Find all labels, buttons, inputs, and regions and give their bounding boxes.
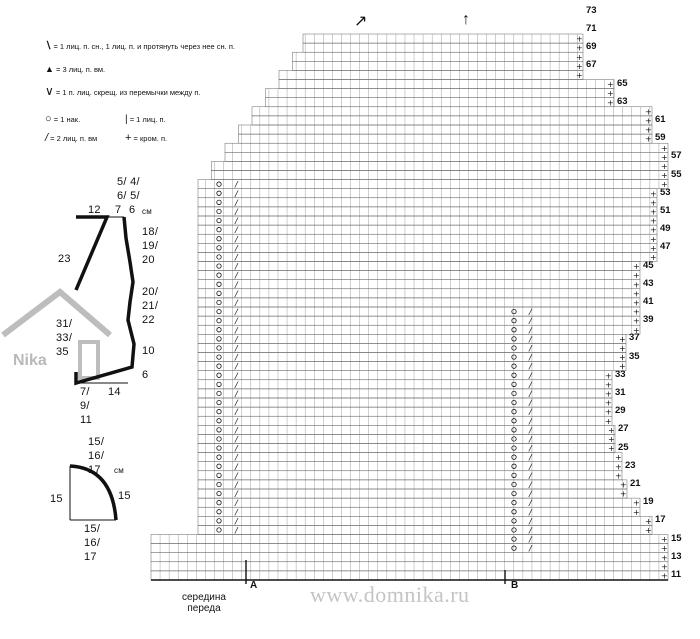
edge-stitch-mark: + [607, 89, 614, 99]
k2tog-mark: / [235, 389, 238, 399]
edge-stitch-mark: + [633, 271, 640, 281]
edge-stitch-mark: + [661, 152, 668, 162]
sleeve-left: 15 [50, 493, 63, 505]
edge-stitch-mark: + [633, 325, 640, 335]
k2tog-mark: / [529, 316, 532, 326]
k2tog-mark: / [235, 243, 238, 253]
k2tog-mark: / [235, 498, 238, 508]
row-number-label: 67 [586, 59, 597, 71]
k2tog-mark: / [235, 507, 238, 517]
edge-stitch-mark: + [576, 61, 583, 71]
legend-k1-slip-k2tog: ∖ = 1 лиц. п. сн., 1 лиц. п. и протянуть через нее сн. п. [45, 41, 235, 52]
row-number-label: 65 [617, 77, 628, 89]
dim-top-mid: 6/ 5/ [117, 190, 140, 202]
k2tog-mark: / [529, 489, 532, 499]
edge-stitch-mark: + [615, 462, 622, 472]
k2tog-mark: / [529, 416, 532, 426]
legend-edge: + = кром. п. [125, 132, 168, 144]
k2tog-mark: / [529, 516, 532, 526]
row-number-label: 55 [671, 168, 682, 180]
k2tog-mark: / [235, 444, 238, 454]
edge-stitch-mark: + [576, 43, 583, 53]
edge-stitch-mark: + [605, 380, 612, 390]
k2tog-mark: / [235, 353, 238, 363]
dim-unit: см [142, 207, 153, 216]
edge-stitch-mark: + [633, 498, 640, 508]
row-number-label: 17 [655, 514, 666, 526]
dim-right-2c: 22 [142, 314, 155, 326]
k2tog-mark: / [529, 498, 532, 508]
edge-stitch-mark: + [615, 471, 622, 481]
edge-stitch-mark: + [645, 134, 652, 144]
k2tog-mark: / [529, 425, 532, 435]
row-number-label: 49 [660, 223, 671, 235]
k2tog-mark: / [235, 334, 238, 344]
edge-stitch-mark: + [619, 344, 626, 353]
k2tog-mark: / [529, 362, 532, 372]
k2tog-mark: / [235, 380, 238, 390]
dim-right-2a: 20/ [142, 286, 159, 298]
row-number-label: 39 [643, 314, 654, 326]
dim-bottom-9: 9/ [80, 400, 90, 412]
dim-top-left: 5/ 4/ [117, 176, 140, 188]
row-number-label: 63 [617, 95, 628, 107]
edge-stitch-mark: + [650, 243, 657, 253]
edge-stitch-mark: + [645, 116, 652, 126]
dim-bottom-11: 11 [80, 414, 93, 426]
row-number-label: 21 [630, 478, 641, 489]
edge-stitch-mark: + [661, 544, 668, 554]
marker-a: A [250, 580, 258, 591]
row-number-label: 61 [655, 114, 666, 125]
edge-stitch-mark: + [661, 171, 668, 181]
k2tog-mark: / [529, 353, 532, 363]
row-number-label: 59 [655, 132, 666, 144]
k2tog-mark: / [529, 507, 532, 517]
sleeve-top-b: 16/ [88, 450, 105, 462]
edge-stitch-mark: + [605, 407, 612, 417]
edge-stitch-mark: + [615, 453, 622, 463]
edge-stitch-mark: + [605, 389, 612, 399]
k2tog-mark: / [235, 416, 238, 426]
legend-k1-crossed: ∨ = 1 п. лиц. скрещ. из перемычки между п. [45, 84, 201, 98]
sleeve-top-a: 15/ [88, 436, 105, 448]
k2tog-mark: / [235, 216, 238, 226]
edge-stitch-mark: + [605, 416, 612, 426]
edge-stitch-mark: + [645, 516, 652, 526]
edge-stitch-mark: + [633, 289, 640, 299]
edge-stitch-mark: + [650, 198, 657, 208]
k2tog-mark: / [529, 371, 532, 381]
k2tog-mark: / [235, 289, 238, 299]
sleeve-bottom-a: 15/ [84, 523, 101, 535]
k2tog-mark: / [529, 544, 532, 554]
k2tog-mark: / [235, 453, 238, 463]
legend-k2tog: / = 2 лиц. п. вм [45, 132, 98, 144]
dim-top-w3: 6 [129, 204, 136, 216]
k2tog-mark: / [235, 371, 238, 381]
row-number-label: 53 [660, 186, 671, 198]
row-number-label: 27 [618, 423, 629, 435]
logo-text: Nika [13, 352, 47, 369]
k2tog-mark: / [529, 398, 532, 408]
edge-stitch-mark: + [661, 162, 668, 171]
k2tog-mark: / [529, 526, 532, 535]
k2tog-mark: / [235, 425, 238, 435]
k2tog-mark: / [529, 307, 532, 317]
edge-stitch-mark: + [661, 180, 668, 190]
edge-stitch-mark: + [576, 34, 583, 44]
row-number-label: 57 [671, 150, 682, 162]
k2tog-mark: / [235, 526, 238, 535]
row-number-label: 23 [625, 459, 636, 471]
k2tog-mark: / [529, 389, 532, 399]
arrow-up-icon: ↑ [462, 11, 470, 28]
dim-right-2b: 21/ [142, 300, 159, 312]
k2tog-mark: / [529, 435, 532, 444]
caption-line-1: середина [182, 592, 226, 603]
k2tog-mark: / [235, 471, 238, 481]
slip-decrease-icon: ∖ [45, 41, 52, 52]
dim-top-w2: 7 [115, 204, 122, 216]
k2tog-mark: / [235, 189, 238, 199]
dim-bottom-7: 7/ [80, 386, 90, 398]
edge-stitch-mark: + [620, 489, 627, 499]
watermark-text: www.domnika.ru [310, 582, 470, 607]
dim-left-height: 23 [58, 253, 71, 265]
row-number-label: 43 [643, 277, 654, 289]
triangle-icon: ▲ [45, 64, 54, 74]
dim-right-6: 6 [142, 369, 149, 381]
vertical-bar-icon: | [125, 114, 128, 125]
edge-stitch-mark: + [619, 353, 626, 363]
k2tog-mark: / [235, 298, 238, 308]
dim-bottom-14: 14 [108, 386, 121, 398]
edge-stitch-mark: + [661, 571, 668, 581]
row-number-label: 45 [643, 259, 654, 271]
v-icon: ∨ [45, 84, 54, 98]
row-number-label: 29 [615, 405, 626, 417]
row-number-label: 35 [629, 350, 640, 362]
edge-stitch-mark: + [633, 298, 640, 308]
sleeve-right: 15 [118, 490, 131, 502]
row-number-label: 19 [643, 496, 654, 508]
k2tog-mark: / [529, 325, 532, 335]
edge-stitch-mark: + [633, 507, 640, 517]
row-number-label: 25 [618, 441, 629, 453]
k2tog-mark: / [235, 225, 238, 235]
k2tog-mark: / [235, 234, 238, 244]
edge-stitch-mark: + [608, 444, 615, 454]
edge-stitch-mark: + [608, 425, 615, 435]
caption-line-2: переда [187, 603, 221, 614]
k2tog-mark: / [529, 344, 532, 353]
edge-stitch-mark: + [633, 307, 640, 317]
edge-stitch-mark: + [650, 253, 657, 262]
row-number-label: 73 [586, 4, 597, 16]
edge-stitch-mark: + [661, 143, 668, 153]
dim-left-2a: 31/ [56, 318, 73, 330]
k2tog-mark: / [235, 362, 238, 372]
k2tog-mark: / [529, 444, 532, 454]
edge-stitch-mark: + [645, 526, 652, 535]
row-number-label: 41 [643, 296, 654, 307]
edge-stitch-mark: + [661, 562, 668, 572]
edge-stitch-mark: + [607, 98, 614, 108]
k2tog-mark: / [235, 253, 238, 262]
slash-icon: / [45, 132, 49, 144]
bottom-caption [176, 592, 232, 614]
k2tog-mark: / [235, 462, 238, 472]
k2tog-mark: / [235, 271, 238, 281]
k2tog-mark: / [235, 516, 238, 526]
dim-top-w1: 12 [88, 204, 101, 216]
sleeve-bottom-c: 17 [84, 551, 97, 563]
sleeve-unit: см [114, 466, 125, 475]
legend-k3tog: ▲ = 3 лиц. п. вм. [45, 64, 106, 74]
k2tog-mark: / [235, 398, 238, 408]
k2tog-mark: / [235, 307, 238, 317]
row-number-label: 13 [671, 550, 682, 562]
edge-stitch-mark: + [576, 52, 583, 62]
dim-right-10: 10 [142, 345, 155, 357]
plus-icon: + [125, 132, 132, 144]
edge-stitch-mark: + [650, 216, 657, 226]
edge-stitch-mark: + [605, 371, 612, 381]
k2tog-mark: / [529, 334, 532, 344]
edge-stitch-mark: + [576, 71, 583, 80]
row-number-label: 31 [615, 387, 626, 398]
k2tog-mark: / [529, 462, 532, 472]
edge-stitch-mark: + [650, 207, 657, 217]
dim-right-1b: 19/ [142, 240, 159, 252]
k2tog-mark: / [235, 489, 238, 499]
k2tog-mark: / [235, 407, 238, 417]
edge-stitch-mark: + [645, 125, 652, 135]
edge-stitch-mark: + [608, 435, 615, 444]
edge-stitch-mark: + [645, 107, 652, 117]
k2tog-mark: / [529, 535, 532, 545]
sleeve-top-c: 17 [88, 464, 101, 476]
k2tog-mark: / [529, 407, 532, 417]
k2tog-mark: / [235, 262, 238, 272]
dim-right-1a: 18/ [142, 226, 159, 238]
k2tog-mark: / [235, 280, 238, 290]
edge-stitch-mark: + [650, 234, 657, 244]
circle-icon: ○ [45, 113, 52, 125]
row-number-label: 11 [671, 569, 682, 580]
edge-stitch-mark: + [619, 362, 626, 372]
row-number-label: 69 [586, 41, 597, 53]
legend-knit: | = 1 лиц. п. [125, 114, 166, 125]
legend-yarn-over: ○ = 1 нак. [45, 113, 81, 125]
edge-stitch-mark: + [607, 80, 614, 90]
edge-stitch-mark: + [620, 480, 627, 490]
edge-stitch-mark: + [619, 334, 626, 344]
edge-stitch-mark: + [661, 535, 668, 545]
k2tog-mark: / [235, 325, 238, 335]
k2tog-mark: / [235, 316, 238, 326]
marker-b: B [511, 580, 519, 591]
k2tog-mark: / [529, 453, 532, 463]
row-number-label: 71 [586, 23, 597, 34]
k2tog-mark: / [529, 380, 532, 390]
dim-left-2c: 35 [56, 346, 69, 358]
edge-stitch-mark: + [650, 189, 657, 199]
k2tog-mark: / [235, 344, 238, 353]
k2tog-mark: / [235, 180, 238, 190]
edge-stitch-mark: + [633, 316, 640, 326]
sleeve-bottom-b: 16/ [84, 537, 101, 549]
edge-stitch-mark: + [650, 225, 657, 235]
k2tog-mark: / [235, 480, 238, 490]
row-number-label: 51 [660, 205, 671, 216]
k2tog-mark: / [235, 198, 238, 208]
row-number-label: 15 [671, 532, 682, 544]
k2tog-mark: / [529, 471, 532, 481]
edge-stitch-mark: + [633, 280, 640, 290]
k2tog-mark: / [235, 435, 238, 444]
dim-right-1c: 20 [142, 254, 155, 266]
row-number-label: 37 [629, 332, 640, 344]
row-number-label: 47 [660, 241, 671, 253]
dim-left-2b: 33/ [56, 332, 73, 344]
k2tog-mark: / [235, 207, 238, 217]
edge-stitch-mark: + [633, 262, 640, 272]
edge-stitch-mark: + [605, 398, 612, 408]
arrow-up-right-icon: ↗ [354, 13, 368, 30]
row-number-label: 33 [615, 368, 626, 380]
edge-stitch-mark: + [661, 553, 668, 563]
k2tog-mark: / [529, 480, 532, 490]
